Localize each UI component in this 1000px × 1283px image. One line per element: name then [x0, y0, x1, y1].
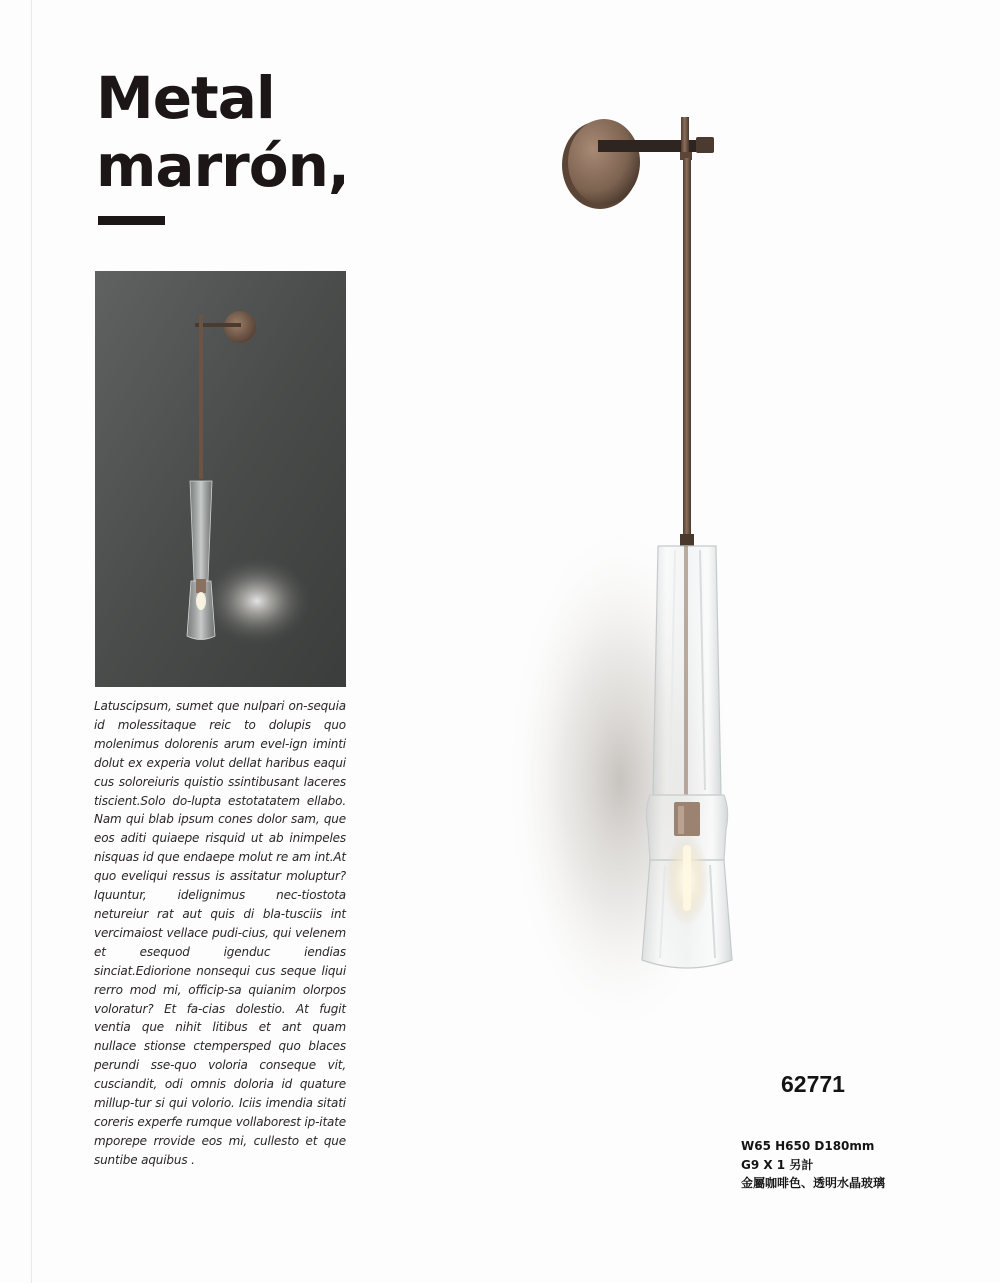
spec-bulb: G9 X 1 另計 — [741, 1157, 814, 1172]
product-specs — [741, 1137, 885, 1193]
spec-material: 金屬咖啡色、透明水晶玻璃 — [741, 1176, 886, 1190]
model-number: 62771 — [781, 1071, 845, 1097]
lifestyle-photo — [95, 271, 346, 687]
spec-dimensions: W65 H650 D180mm — [741, 1139, 875, 1153]
body-paragraph: Latuscipsum, sumet que nulpari on-sequia id molessitaque reic to dolupis quo molenimus dolorenis arum evel-ign iminti dolut ex experia volut dellat haribus eaqui cus soloreiuris quistio ssintibusant laceres tiscient.Solo do-lupta estotatatem ellabo. Nam qui blab ipsum cones dolor sam, que eos aditi quiaepe risquid ut ab inimpeles nisquas id que endaepe molut re am int.At quo eveliqui ressus is assitatur moluptur?Iquuntur, idelignimus nec-tiostota netureiur rat aut quis di bla-tusciis int vercimaiost vellace pudi-cius, qui velenem et esequod igenduc iendias sinciat.Ediorione nonsequi cus seque liqui rerro mod mi, officip-sa quianim olorpos voloratur? Et fa-cias dolestio. At fugit ventia que nihit litibus et ant quam nullace stionse ctempersped quo blaces perundi sse-quo voloria conseque vit, cusciandit, odi omnis doloria id quature millup-tur si qui volorio. Iciis imendia sitati coreris experfe rumque vollaborest ip-itate mporepe rrovide eos mi, cullesto et que suntibe aquibus . — [94, 699, 346, 1167]
product-image — [500, 90, 860, 1080]
page-edge — [31, 0, 32, 1283]
title-underline — [98, 216, 165, 225]
page-title — [96, 64, 349, 200]
title-line-1: Metal — [96, 64, 275, 132]
title-line-2: marrón, — [96, 132, 349, 200]
